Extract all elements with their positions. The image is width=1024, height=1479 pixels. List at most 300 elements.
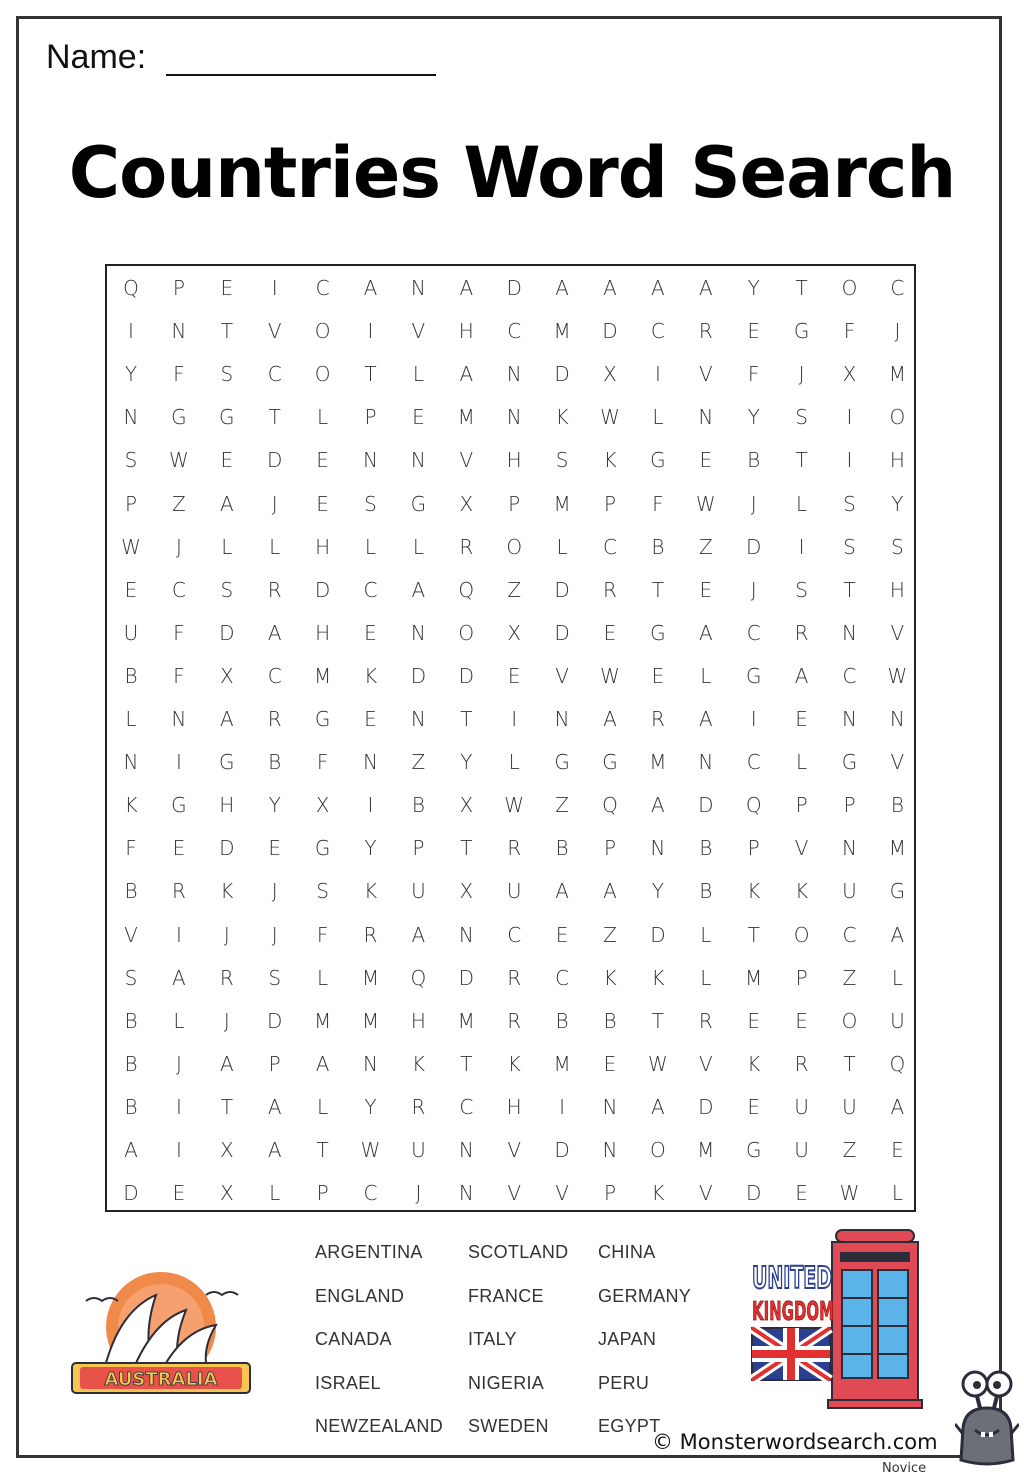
word-list-item: CHINA — [598, 1242, 656, 1262]
grid-letter: G — [314, 707, 331, 731]
grid-letter: P — [508, 491, 521, 516]
grid-letter: G — [841, 750, 858, 775]
grid-letter: A — [219, 1051, 234, 1076]
grid-letter: A — [603, 276, 617, 300]
grid-letter: L — [125, 707, 137, 731]
grid-letter: C — [555, 965, 570, 990]
grid-letter: U — [890, 1008, 905, 1033]
grid-letter: G — [889, 879, 906, 904]
grid-letter: B — [124, 879, 138, 904]
grid-letter: W — [121, 534, 141, 559]
grid-letter: A — [555, 276, 569, 300]
grid-letter: N — [458, 922, 474, 947]
grid-letter: R — [459, 534, 474, 559]
grid-letter: P — [603, 491, 617, 516]
grid-letter: E — [316, 491, 329, 516]
grid-letter: N — [698, 750, 714, 775]
grid-letter: T — [843, 577, 856, 602]
grid-letter: E — [220, 448, 234, 473]
grid-letter: N — [458, 1181, 474, 1206]
grid-letter: Q — [745, 793, 762, 818]
union-jack-icon — [752, 1328, 830, 1380]
grid-letter: S — [555, 448, 569, 473]
grid-letter: N — [506, 362, 522, 387]
grid-letter: H — [889, 577, 905, 602]
grid-letter: J — [894, 319, 901, 344]
grid-letter: E — [795, 1181, 808, 1206]
grid-letter: B — [124, 1051, 138, 1076]
grid-letter: D — [266, 448, 283, 473]
grid-letter: V — [698, 1181, 713, 1206]
grid-letter: J — [798, 362, 805, 387]
grid-letter: T — [795, 276, 808, 300]
grid-letter: N — [698, 405, 714, 430]
grid-letter: D — [554, 1138, 570, 1162]
grid-letter: P — [124, 491, 138, 516]
grid-letter: O — [889, 405, 906, 430]
grid-letter: I — [654, 362, 661, 387]
grid-letter: N — [842, 836, 857, 861]
grid-letter: F — [843, 319, 856, 344]
grid-letter: R — [698, 1008, 713, 1033]
grid-letter: W — [504, 793, 525, 818]
grid-letter: T — [268, 405, 281, 430]
grid-letter: R — [507, 965, 522, 990]
grid-letter: E — [747, 319, 760, 344]
grid-letter: A — [651, 1094, 665, 1119]
grid-letter: D — [554, 620, 570, 645]
grid-letter: N — [410, 620, 426, 645]
grid-letter: T — [747, 922, 760, 947]
grid-letter: V — [794, 836, 809, 861]
grid-letter: I — [175, 922, 182, 947]
grid-letter: L — [173, 1008, 185, 1033]
grid-letter: N — [889, 707, 905, 731]
word-list-item: SWEDEN — [468, 1416, 549, 1436]
grid-letter: E — [795, 1008, 808, 1033]
grid-letter: K — [651, 1181, 665, 1206]
grid-letter: M — [553, 319, 571, 344]
grid-letter: G — [171, 405, 187, 430]
grid-letter: P — [603, 836, 617, 861]
grid-letter: Q — [123, 276, 139, 300]
word-list-item: JAPAN — [598, 1329, 657, 1349]
grid-letter: O — [314, 319, 331, 344]
grid-letter: Q — [889, 1051, 906, 1076]
grid-letter: A — [459, 276, 474, 300]
grid-letter: K — [507, 1051, 521, 1076]
grid-letter: K — [220, 879, 234, 904]
grid-letter: Z — [842, 1138, 857, 1162]
grid-letter: R — [171, 879, 186, 904]
grid-letter: Z — [507, 577, 522, 602]
grid-letter: S — [795, 405, 808, 430]
grid-letter: K — [363, 879, 378, 904]
grid-letter: H — [889, 448, 905, 473]
grid-letter: B — [555, 836, 569, 861]
grid-letter: I — [846, 405, 853, 430]
grid-letter: E — [172, 836, 186, 861]
grid-letter: E — [555, 922, 569, 947]
grid-letter: A — [267, 620, 282, 645]
grid-letter: K — [411, 1051, 425, 1076]
grid-letter: H — [506, 448, 522, 473]
grid-letter: T — [460, 836, 473, 861]
grid-letter: G — [171, 793, 187, 818]
grid-letter: W — [360, 1138, 381, 1162]
grid-letter: P — [364, 405, 377, 430]
grid-letter: L — [508, 750, 520, 775]
grid-letter: E — [507, 663, 521, 688]
grid-letter: Z — [172, 491, 186, 516]
grid-letter: E — [220, 276, 234, 300]
grid-letter: N — [410, 276, 426, 300]
grid-letter: P — [795, 793, 808, 818]
grid-letter: M — [553, 1051, 571, 1076]
grid-letter: E — [603, 1051, 617, 1076]
grid-letter: C — [746, 750, 761, 775]
grid-letter: M — [313, 1008, 332, 1033]
grid-letter: M — [745, 965, 763, 990]
grid-letter: A — [555, 879, 569, 904]
grid-letter: Y — [747, 405, 760, 430]
grid-letter: T — [460, 1051, 473, 1076]
grid-letter: P — [172, 276, 185, 300]
grid-letter: M — [649, 750, 667, 775]
grid-letter: A — [172, 965, 186, 990]
grid-letter: X — [219, 1138, 234, 1162]
grid-letter: M — [888, 836, 907, 861]
grid-letter: J — [175, 1051, 182, 1076]
grid-letter: Y — [747, 276, 760, 300]
grid-letter: G — [219, 750, 235, 775]
grid-letter: N — [171, 319, 187, 344]
grid-letter: A — [890, 1094, 905, 1119]
phone-booth-icon — [828, 1230, 922, 1408]
grid-letter: F — [125, 836, 137, 861]
grid-letter: S — [220, 362, 234, 387]
grid-letter: J — [271, 879, 278, 904]
grid-letter: C — [267, 362, 282, 387]
grid-letter: U — [842, 1094, 857, 1119]
grid-letter: B — [124, 1008, 138, 1033]
grid-letter: M — [457, 1008, 475, 1033]
grid-letter: A — [219, 491, 234, 516]
grid-letter: U — [842, 879, 857, 904]
grid-letter: F — [173, 663, 185, 688]
grid-letter: V — [411, 319, 426, 344]
logo-line-1: UNITED — [752, 1261, 832, 1296]
grid-letter: C — [603, 534, 617, 559]
grid-letter: E — [603, 620, 617, 645]
word-list-item: ENGLAND — [315, 1285, 405, 1306]
grid-letter: A — [698, 707, 713, 731]
grid-letter: C — [363, 577, 378, 602]
grid-letter: D — [745, 534, 762, 559]
grid-letter: R — [794, 1051, 809, 1076]
grid-letter: T — [651, 1008, 664, 1033]
grid-letter: E — [172, 1181, 186, 1206]
grid-letter: V — [890, 750, 905, 775]
word-list-item: ITALY — [468, 1329, 517, 1349]
grid-letter: X — [842, 362, 857, 387]
grid-letter: R — [507, 836, 522, 861]
grid-letter: J — [175, 534, 182, 559]
grid-letter: W — [887, 663, 908, 688]
grid-letter: A — [363, 276, 378, 300]
grid-letter: B — [411, 793, 425, 818]
grid-letter: V — [507, 1138, 522, 1162]
grid-letter: X — [219, 1181, 234, 1206]
grid-letter: C — [842, 922, 857, 947]
grid-letter: S — [124, 965, 138, 990]
grid-letter: Y — [891, 491, 904, 516]
grid-letter: N — [602, 1138, 618, 1162]
grid-letter: I — [128, 319, 134, 344]
grid-letter: M — [361, 1008, 380, 1033]
grid-letter: R — [267, 707, 282, 731]
name-field[interactable] — [166, 74, 436, 76]
grid-letter: E — [699, 577, 713, 602]
grid-letter: G — [554, 750, 570, 775]
grid-letter: B — [747, 448, 761, 473]
grid-letter: D — [314, 577, 331, 602]
australia-badge-text: AUSTRALIA — [104, 1369, 218, 1390]
grid-letter: A — [267, 1138, 282, 1162]
grid-letter: D — [602, 319, 618, 344]
grid-letter: D — [219, 836, 235, 861]
difficulty-level: Novice — [882, 1461, 927, 1476]
word-list-item: ISRAEL — [315, 1372, 381, 1393]
grid-letter: O — [506, 534, 523, 559]
grid-letter: Y — [124, 362, 138, 387]
grid-letter: K — [603, 448, 617, 473]
page-title: Countries Word Search — [68, 132, 956, 214]
grid-letter: V — [555, 1181, 569, 1206]
grid-letter: S — [220, 577, 234, 602]
grid-letter: A — [603, 707, 617, 731]
grid-letter: C — [507, 319, 522, 344]
grid-letter: G — [650, 448, 666, 473]
grid-letter: J — [223, 1008, 230, 1033]
grid-letter: Y — [651, 879, 664, 904]
grid-letter: D — [410, 663, 427, 688]
grid-letter: N — [363, 448, 378, 473]
grid-letter: Q — [458, 577, 475, 602]
grid-letter: O — [314, 362, 331, 387]
grid-letter: W — [648, 1051, 668, 1076]
word-list-item: ARGENTINA — [315, 1242, 423, 1262]
name-label: Name: — [46, 38, 147, 76]
grid-letter: N — [123, 405, 139, 430]
grid-letter: L — [700, 922, 712, 947]
grid-letter: C — [507, 922, 522, 947]
grid-letter: S — [268, 965, 282, 990]
grid-letter: N — [171, 707, 187, 731]
grid-letter: L — [700, 663, 712, 688]
grid-letter: V — [698, 1051, 713, 1076]
grid-letter: B — [555, 1008, 569, 1033]
grid-letter: S — [891, 534, 904, 559]
grid-letter: S — [124, 448, 138, 473]
grid-letter: P — [795, 965, 808, 990]
grid-letter: I — [175, 750, 182, 775]
grid-letter: G — [650, 620, 666, 645]
grid-letter: A — [698, 620, 713, 645]
grid-letter: T — [843, 1051, 856, 1076]
grid-letter: E — [699, 448, 713, 473]
grid-letter: F — [652, 491, 664, 516]
grid-letter: V — [698, 362, 713, 387]
grid-letter: B — [699, 879, 713, 904]
grid-letter: L — [891, 1181, 903, 1206]
grid-letter: L — [412, 534, 424, 559]
grid-letter: N — [410, 448, 426, 473]
grid-letter: K — [555, 405, 569, 430]
grid-letter: P — [747, 836, 760, 861]
grid-letter: F — [316, 750, 329, 775]
grid-letter: A — [651, 276, 665, 300]
grid-letter: S — [843, 491, 856, 516]
word-list-item: SCOTLAND — [468, 1242, 569, 1262]
grid-letter: L — [364, 534, 377, 559]
grid-letter: L — [556, 534, 568, 559]
grid-letter: R — [698, 319, 713, 344]
grid-letter: K — [363, 663, 378, 688]
word-list-item: GERMANY — [598, 1285, 692, 1306]
grid-letter: A — [411, 577, 426, 602]
grid-letter: A — [890, 922, 905, 947]
grid-letter: F — [747, 362, 760, 387]
grid-letter: X — [459, 491, 474, 516]
grid-letter: J — [750, 577, 757, 602]
grid-letter: L — [891, 965, 903, 990]
grid-letter: L — [796, 750, 808, 775]
grid-letter: L — [317, 965, 329, 990]
grid-letter: D — [266, 1008, 283, 1033]
grid-letter: E — [316, 448, 329, 473]
grid-letter: C — [267, 663, 282, 688]
grid-letter: B — [268, 750, 282, 775]
grid-letter: V — [890, 620, 905, 645]
grid-letter: X — [459, 793, 474, 818]
grid-letter: C — [363, 1181, 378, 1206]
grid-letter: U — [794, 1094, 809, 1119]
grid-letter: H — [506, 1094, 522, 1119]
grid-letter: I — [367, 319, 374, 344]
grid-letter: R — [411, 1094, 426, 1119]
grid-letter: I — [367, 793, 374, 818]
grid-letter: P — [603, 1181, 617, 1206]
grid-letter: E — [651, 663, 665, 688]
grid-letter: I — [271, 276, 278, 300]
grid-letter: G — [602, 750, 618, 775]
grid-letter: H — [458, 319, 474, 344]
grid-letter: A — [267, 1094, 282, 1119]
word-list-item: NEWZEALAND — [315, 1416, 444, 1436]
grid-letter: N — [842, 707, 857, 731]
grid-letter: V — [124, 922, 138, 947]
grid-letter: N — [458, 1138, 474, 1162]
grid-letter: L — [796, 491, 808, 516]
grid-letter: K — [651, 965, 665, 990]
grid-letter: O — [458, 620, 475, 645]
grid-letter: T — [316, 1138, 329, 1162]
grid-letter: Y — [460, 750, 473, 775]
grid-letter: S — [795, 577, 808, 602]
grid-letter: Z — [698, 534, 713, 559]
grid-letter: B — [124, 1094, 138, 1119]
grid-letter: B — [651, 534, 665, 559]
word-list-item: CANADA — [315, 1329, 392, 1349]
grid-letter: O — [793, 922, 810, 947]
grid-letter: I — [750, 707, 757, 731]
grid-letter: P — [843, 793, 856, 818]
grid-letter: L — [221, 534, 233, 559]
grid-letter: L — [652, 405, 664, 430]
grid-letter: X — [603, 362, 617, 387]
grid-letter: M — [553, 491, 571, 516]
grid-letter: T — [460, 707, 473, 731]
grid-letter: J — [271, 922, 278, 947]
grid-letter: C — [650, 319, 665, 344]
grid-letter: N — [506, 405, 522, 430]
australia-badge — [66, 1265, 256, 1400]
grid-letter: C — [459, 1094, 474, 1119]
grid-letter: N — [363, 1051, 378, 1076]
grid-letter: E — [412, 405, 425, 430]
grid-letter: I — [846, 448, 853, 473]
grid-letter: L — [700, 965, 712, 990]
grid-letter: E — [891, 1138, 904, 1162]
grid-letter: D — [219, 620, 235, 645]
grid-letter: B — [603, 1008, 617, 1033]
grid-letter: A — [651, 793, 665, 818]
grid-letter: M — [313, 663, 332, 688]
grid-letter: E — [364, 620, 377, 645]
grid-letter: D — [506, 276, 522, 300]
grid-letter: K — [124, 793, 138, 818]
grid-letter: C — [171, 577, 186, 602]
grid-letter: Q — [410, 965, 427, 990]
grid-letter: A — [794, 663, 809, 688]
grid-letter: U — [123, 620, 139, 645]
grid-letter: T — [220, 1094, 233, 1119]
grid-letter: L — [269, 1181, 281, 1206]
grid-letter: A — [411, 922, 426, 947]
grid-letter: G — [314, 836, 331, 861]
grid-letter: Y — [364, 1094, 377, 1119]
grid-letter: W — [600, 663, 620, 688]
grid-letter: H — [410, 1008, 426, 1033]
grid-letter: V — [555, 663, 569, 688]
grid-letter: D — [698, 1094, 714, 1119]
grid-letter: M — [697, 1138, 715, 1162]
grid-letter: K — [747, 879, 761, 904]
grid-letter: D — [650, 922, 666, 947]
grid-letter: P — [412, 836, 425, 861]
grid-letter: I — [798, 534, 805, 559]
grid-letter: E — [747, 1008, 760, 1033]
grid-letter: I — [511, 707, 518, 731]
grid-letter: B — [124, 663, 138, 688]
grid-letter: M — [457, 405, 475, 430]
grid-letter: V — [507, 1181, 522, 1206]
grid-letter: A — [459, 362, 474, 387]
grid-letter: I — [175, 1138, 182, 1162]
grid-letter: C — [746, 620, 761, 645]
grid-letter: N — [842, 620, 857, 645]
